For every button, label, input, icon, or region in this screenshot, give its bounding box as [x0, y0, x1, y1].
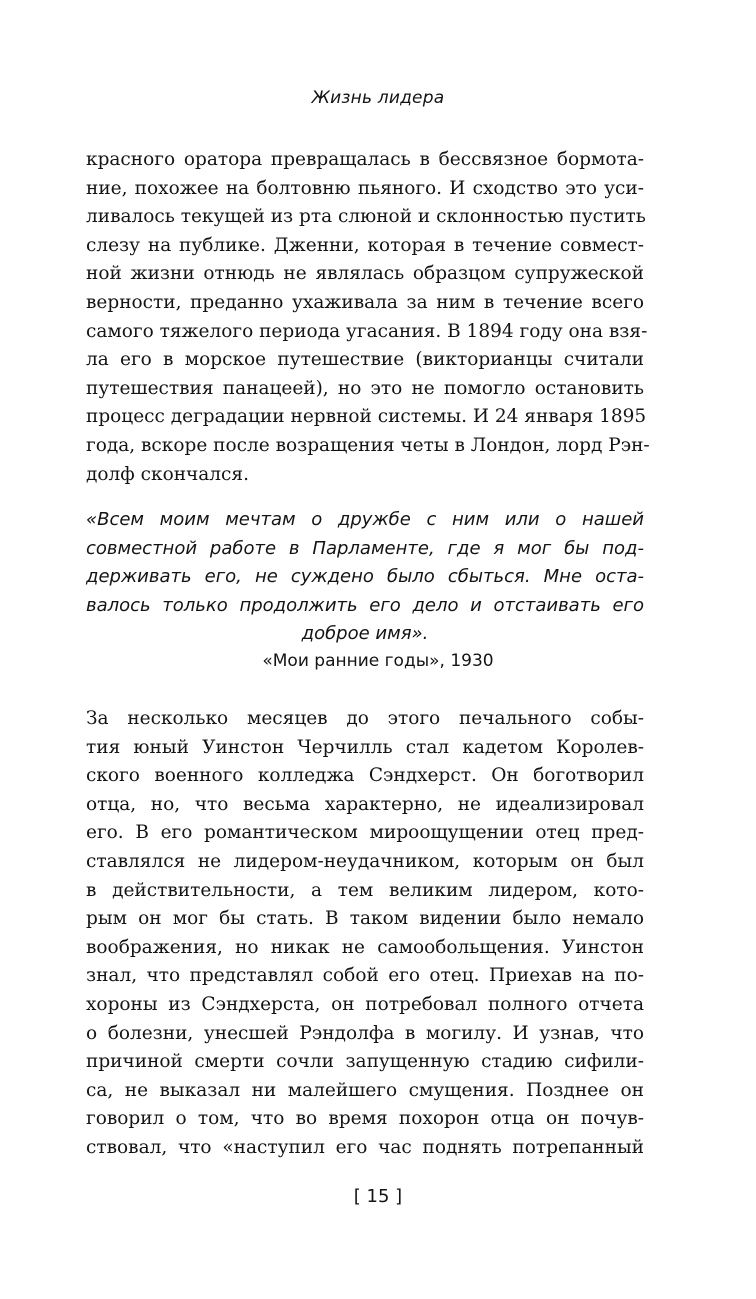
text-line: воображения, но никак не самообольщения. Уинстон	[86, 936, 644, 958]
page-number: [ 15 ]	[353, 1186, 403, 1207]
text-line: года, вскоре после возращения четы в Лондон, лорд Рэн-	[86, 434, 650, 456]
quote-line: совместной работе в Парламенте, где я мог бы под-	[86, 537, 644, 559]
text-line: процесс деградации нервной системы. И 24 января 1895	[86, 406, 647, 428]
text-line: ной жизни отнюдь не являлась образцом супружеской	[86, 263, 644, 285]
text-line: слезу на публике. Дженни, которая в течение совмест-	[86, 234, 644, 256]
body-paragraph-1	[86, 146, 650, 489]
text-line: в действительности, а тем великим лидером, кото-	[86, 879, 644, 901]
text-line: ствовал, что «наступил его час поднять потрепанный	[86, 1136, 644, 1158]
text-line: знал, что представлял собой его отец. Приехав на по-	[86, 965, 644, 987]
text-line: о болезни, унесшей Рэндолфа в могилу. И узнав, что	[86, 1022, 644, 1044]
quote-line: «Всем моим мечтам о дружбе с ним или о нашей	[86, 509, 644, 530]
text-line: причиной смерти сочли запущенную стадию сифили-	[86, 1051, 644, 1073]
text-line: хороны из Сэндхерста, он потребовал полного отчета	[86, 993, 644, 1015]
text-line: ставлялся не лидером-неудачником, которым он был	[86, 850, 644, 872]
text-line: ние, похожее на болтовню пьяного. И сходство это уси-	[86, 177, 644, 199]
text-line: красного оратора превращалась в бессвязное бормота-	[86, 149, 644, 170]
text-line: За несколько месяцев до этого печального собы-	[86, 708, 644, 729]
text-line: его. В его романтическом мироощущении отец пред-	[86, 822, 644, 844]
text-line: самого тяжелого периода угасания. В 1894 году она взя-	[86, 320, 648, 342]
text-line: верности, преданно ухаживала за ним в течение всего	[86, 291, 644, 313]
text-line: ливалось текущей из рта слюной и склонностью пустить	[86, 206, 646, 228]
text-line: ского военного колледжа Сэндхерст. Он боготворил	[86, 765, 644, 787]
quote-line: доброе имя».	[301, 623, 429, 645]
text-line: путешествия панацеей), но это не помогло остановить	[86, 377, 644, 399]
quote-attribution: «Мои ранние годы», 1930	[262, 651, 494, 671]
quote-line: держивать его, не суждено было сбыться. Мне оста-	[86, 566, 644, 588]
text-line: говорил о том, что во время похорон отца он почув-	[86, 1108, 644, 1130]
text-line: долф скончался.	[86, 463, 249, 485]
running-head: Жизнь лидера	[311, 88, 445, 108]
text-line: тия юный Уинстон Черчилль стал кадетом Королев-	[86, 736, 644, 758]
text-line: рым он мог бы стать. В таком видении было немало	[86, 908, 644, 930]
body-paragraph-2	[86, 705, 644, 1163]
epigraph-quote	[86, 506, 644, 649]
text-line: са, не выказал ни малейшего смущения. Позднее он	[86, 1079, 644, 1101]
text-line: ла его в морское путешествие (викторианцы считали	[86, 349, 644, 371]
text-line: отца, но, что весьма характерно, не идеализировал	[86, 793, 644, 815]
quote-line: валось только продолжить его дело и отстаивать его	[86, 594, 644, 616]
